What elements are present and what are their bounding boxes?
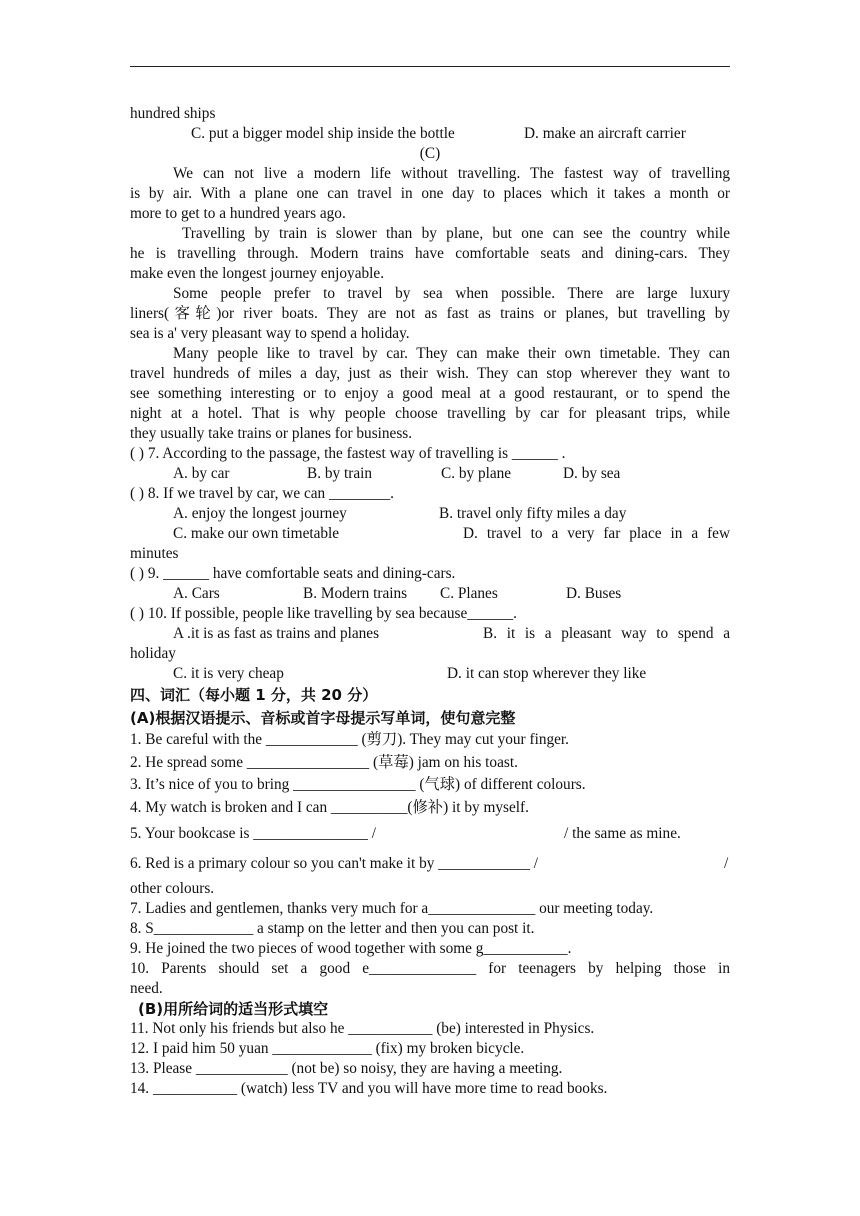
option-b: B. travel only fifty miles a day bbox=[439, 505, 627, 522]
section-heading: 四、词汇（每小题 1 分，共 20 分） bbox=[130, 686, 378, 704]
vocab-item-5-left: 5. Your bookcase is _______________ / bbox=[130, 825, 377, 842]
option-d-continued: minutes bbox=[130, 545, 179, 562]
passage-line: We can not live a modern life without travelling. The fastest way of travelling bbox=[173, 165, 730, 182]
passage-line: make even the longest journey enjoyable. bbox=[130, 265, 385, 282]
vocab-item: 9. He joined the two pieces of wood together with some g___________. bbox=[130, 940, 572, 957]
fill-item: 11. Not only his friends but also he ___________ (be) interested in Physics. bbox=[130, 1020, 595, 1037]
vocab-item: 7. Ladies and gentlemen, thanks very much for a______________ our meeting today. bbox=[130, 900, 654, 917]
vocab-item-5-right: / the same as mine. bbox=[564, 825, 681, 842]
option-c: C. make our own timetable bbox=[173, 525, 340, 542]
passage-line: more to get to a hundred years ago. bbox=[130, 205, 346, 222]
option-d: D. by sea bbox=[563, 465, 621, 482]
passage-line: is by air. With a plane one can travel in one day to places which it takes a month or bbox=[130, 185, 730, 202]
option-c: C. by plane bbox=[441, 465, 512, 482]
vocab-item-6 bbox=[130, 849, 730, 879]
passage-line: Travelling by train is slower than by plane, but one can see the country while bbox=[182, 225, 730, 242]
fill-item: 14. ___________ (watch) less TV and you will have more time to read books. bbox=[130, 1080, 608, 1097]
option-b: B. it is a pleasant way to spend a bbox=[483, 625, 730, 642]
option-c: C. Planes bbox=[440, 585, 498, 602]
vocab-item: 3. It’s nice of you to bring ________________ (气球) of different colours. bbox=[130, 776, 586, 793]
question-options bbox=[130, 464, 730, 484]
option-b-continued: holiday bbox=[130, 645, 176, 662]
vocab-item-6-continued: other colours. bbox=[130, 880, 215, 897]
question-stem: ( ) 7. According to the passage, the fastest way of travelling is ______ . bbox=[130, 445, 566, 462]
option-d: D. Buses bbox=[566, 585, 622, 602]
option-b: B. Modern trains bbox=[303, 585, 408, 602]
passage-line: sea is a' very pleasant way to spend a holiday. bbox=[130, 325, 410, 342]
question-options bbox=[130, 504, 730, 524]
option-a: A. enjoy the longest journey bbox=[173, 505, 347, 522]
passage-label: (C) bbox=[419, 145, 441, 162]
document-page bbox=[130, 104, 730, 1099]
vocab-item-6-left: 6. Red is a primary colour so you can't make it by ____________ / bbox=[130, 855, 539, 872]
passage-line: Some people prefer to travel by sea when possible. There are large luxury bbox=[173, 285, 730, 302]
question-6-options-cd bbox=[130, 124, 730, 144]
option-c: C. put a bigger model ship inside the bottle bbox=[191, 125, 455, 142]
vocab-item-6-right: / bbox=[724, 855, 729, 872]
option-d: D. it can stop wherever they like bbox=[447, 665, 647, 682]
option-a: A .it is as fast as trains and planes bbox=[173, 625, 380, 642]
option-a: A. by car bbox=[173, 465, 230, 482]
option-b: B. by train bbox=[307, 465, 373, 482]
passage-line: travel hundreds of miles a day, just as their wish. They can stop wherever they want to bbox=[130, 365, 730, 382]
passage-line: Many people like to travel by car. They can make their own timetable. They can bbox=[173, 345, 730, 362]
question-options bbox=[130, 664, 730, 684]
option-c: C. it is very cheap bbox=[173, 665, 284, 682]
vocab-item-continued: need. bbox=[130, 980, 163, 997]
vocab-item: 1. Be careful with the ____________ (剪刀). They may cut your finger. bbox=[130, 731, 569, 748]
passage-line: he is travelling through. Modern trains have comfortable seats and dining-cars. They bbox=[130, 245, 730, 262]
question-options bbox=[130, 524, 730, 544]
continued-text: hundred ships bbox=[130, 105, 216, 122]
question-stem: ( ) 10. If possible, people like travelling by sea because______. bbox=[130, 605, 517, 622]
part-b-heading: (B)用所给词的适当形式填空 bbox=[138, 1000, 329, 1018]
fill-item: 12. I paid him 50 yuan _____________ (fix) my broken bicycle. bbox=[130, 1040, 525, 1057]
vocab-item: 10. Parents should set a good e______________ for teenagers by helping those in bbox=[130, 960, 730, 977]
fill-item: 13. Please ____________ (not be) so noisy, they are having a meeting. bbox=[130, 1060, 563, 1077]
passage-line: liners(客轮)or river boats. They are not as fast as trains or planes, but travelling by bbox=[130, 305, 730, 322]
question-options bbox=[130, 624, 730, 644]
option-a: A. Cars bbox=[173, 585, 220, 602]
question-stem: ( ) 9. ______ have comfortable seats and dining-cars. bbox=[130, 565, 456, 582]
option-d: D. make an aircraft carrier bbox=[524, 125, 686, 142]
option-d: D. travel to a very far place in a few bbox=[463, 525, 730, 542]
vocab-item: 4. My watch is broken and I can __________(修补) it by myself. bbox=[130, 798, 529, 816]
question-stem: ( ) 8. If we travel by car, we can ________. bbox=[130, 485, 395, 502]
passage-line: night at a hotel. That is why people choose travelling by car for pleasant trips, while bbox=[130, 405, 730, 422]
passage-line: see something interesting or to enjoy a good meal at a good restaurant, or to spend the bbox=[130, 385, 730, 402]
vocab-item: 8. S_____________ a stamp on the letter and then you can post it. bbox=[130, 920, 535, 937]
part-a-heading: (A)根据汉语提示、音标或首字母提示写单词，使句意完整 bbox=[130, 708, 516, 727]
question-options bbox=[130, 584, 730, 604]
passage-line: they usually take trains or planes for business. bbox=[130, 425, 413, 442]
header-rule bbox=[130, 66, 730, 67]
vocab-item-5 bbox=[130, 819, 730, 849]
vocab-item: 2. He spread some ________________ (草莓) jam on his toast. bbox=[130, 753, 518, 771]
